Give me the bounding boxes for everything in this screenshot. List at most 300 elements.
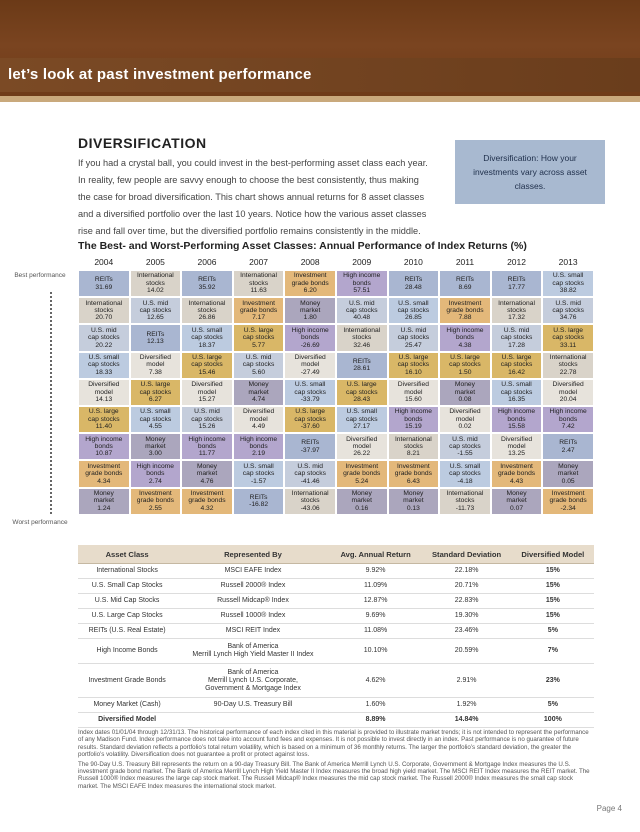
performance-cell (542, 433, 594, 460)
table-cell: 5% (512, 698, 594, 713)
asset-class-name: U.S. small cap stocks (242, 462, 275, 478)
performance-cell (542, 460, 594, 487)
return-value: -41.46 (300, 477, 320, 485)
performance-cell (78, 433, 130, 460)
asset-class-name: High income bonds (136, 462, 174, 478)
return-value: 25.47 (404, 341, 422, 349)
asset-class-name: International stocks (240, 272, 277, 287)
asset-class-name: Investment grade bonds (497, 462, 536, 478)
table-cell: Money Market (Cash) (78, 698, 176, 713)
callout-text: Diversification: How your investments vary across asset classes. (473, 153, 587, 191)
asset-class-name: REITs (456, 276, 474, 284)
asset-class-name: U.S. large cap stocks (500, 354, 533, 369)
return-value: 3.00 (148, 450, 162, 458)
performance-cell (284, 488, 336, 515)
table-body (78, 564, 594, 728)
table-cell: 8.89% (330, 713, 422, 728)
asset-class-name: REITs (94, 276, 113, 284)
performance-cell (284, 270, 336, 297)
return-value: 18.33 (95, 368, 113, 376)
performance-cell (439, 352, 491, 379)
return-value: 4.38 (458, 341, 472, 349)
table-cell: 1.92% (421, 698, 511, 713)
return-value: 20.04 (559, 396, 577, 404)
asset-class-name: International stocks (549, 354, 587, 369)
table-cell: 12.87% (330, 594, 422, 609)
asset-class-name: U.S. mid cap stocks (500, 326, 533, 342)
table-cell: Russell 2000® Index (176, 579, 330, 594)
asset-class-name: Money market (351, 489, 372, 505)
performance-cell (284, 297, 336, 324)
performance-cell (491, 379, 543, 406)
table-cell: 11.08% (330, 624, 422, 639)
return-value: -37.60 (300, 423, 320, 431)
performance-cell (78, 406, 130, 433)
asset-class-name: U.S. large cap stocks (88, 408, 120, 423)
return-value: -27.49 (300, 368, 320, 376)
asset-class-name: U.S. mid cap stocks (397, 326, 430, 342)
asset-class-name: Money market (145, 435, 166, 451)
performance-cell (181, 406, 233, 433)
return-value: 40.48 (353, 314, 371, 322)
return-value: -11.73 (455, 504, 475, 512)
return-value: 15.60 (404, 396, 422, 404)
return-value: 20.22 (95, 341, 113, 349)
performance-cell (78, 379, 130, 406)
return-value: 38.82 (559, 287, 577, 295)
asset-class-name: REITs (559, 439, 578, 447)
table-cell: 20.59% (421, 639, 511, 664)
performance-cell (284, 433, 336, 460)
return-value: 17.77 (508, 283, 525, 291)
return-value: 4.32 (200, 504, 214, 512)
worst-performance-label: Worst performance (12, 519, 68, 526)
return-value: 15.26 (198, 423, 216, 431)
performance-cell (542, 324, 594, 351)
table-row (78, 713, 594, 728)
footnote-paragraph: Index dates 01/01/04 through 12/31/13. The historical performance of each index cited in this material is provided to illustrate market trends; it is not intended to represent the performance of any Madison Fund. Index performance does not take into account fund fees and expenses. It is not possible to invest directly in an index. Past performance is no guarantee of future results. Standard deviation reflects a portfolio’s total return volatility, which is based on a minimum of 36 monthly returns. The larger the portfolio’s standard deviation, the greater the portfolio’s volatility. Diversification does not guarantee a profit or protect against loss. (78, 729, 589, 759)
table-cell: 4.62% (330, 664, 422, 698)
return-value: 0.16 (355, 504, 369, 512)
year-label: 2010 (403, 257, 423, 267)
table-cell: 22.18% (421, 564, 511, 579)
performance-cell (233, 460, 285, 487)
return-value: 11.40 (95, 423, 112, 431)
performance-cell (284, 406, 336, 433)
return-value: 2.19 (252, 450, 266, 458)
return-value: 6.27 (148, 396, 162, 404)
return-value: 16.10 (404, 368, 422, 376)
table-cell: 23.46% (421, 624, 511, 639)
table-cell: Russell Midcap® Index (176, 594, 330, 609)
return-value: 4.43 (510, 477, 524, 485)
asset-class-name: U.S. small cap stocks (88, 354, 120, 369)
return-value: 4.74 (252, 396, 266, 404)
return-value: -43.06 (300, 504, 320, 512)
page-header (0, 0, 640, 100)
return-value: 18.37 (198, 341, 216, 349)
return-value: 26.22 (353, 450, 371, 458)
asset-class-name: U.S. small cap stocks (500, 381, 533, 396)
performance-cell (233, 406, 285, 433)
table-cell: U.S. Large Cap Stocks (78, 609, 176, 624)
asset-class-name: Investment grade bonds (136, 489, 174, 505)
asset-class-name: High income bonds (446, 326, 484, 342)
performance-cell (336, 324, 388, 351)
asset-class-name: U.S. large cap stocks (397, 354, 430, 369)
performance-cell (78, 297, 130, 324)
section-title: DIVERSIFICATION (78, 135, 207, 151)
performance-cell (130, 352, 182, 379)
table-cell: U.S. Small Cap Stocks (78, 579, 176, 594)
performance-cell (491, 460, 543, 487)
year-label: 2012 (507, 257, 526, 267)
return-value: 6.43 (406, 477, 420, 485)
return-value: 13.25 (508, 450, 525, 458)
performance-cell (284, 460, 336, 487)
performance-cell (284, 379, 336, 406)
performance-cell (284, 324, 336, 351)
asset-class-name: International stocks (291, 489, 329, 505)
chart-title: The Best- and Worst-Performing Asset Classes: Annual Performance of Index Returns (%) (78, 240, 527, 252)
table-cell: 19.30% (421, 609, 511, 624)
asset-class-name: Investment grade bonds (394, 462, 432, 478)
performance-cell (233, 433, 285, 460)
performance-cell (181, 297, 233, 324)
return-value: 4.76 (200, 477, 214, 485)
performance-cell (542, 379, 594, 406)
return-value: 15.19 (404, 423, 422, 431)
performance-cell (491, 352, 543, 379)
year-header-row (78, 257, 594, 270)
asset-class-name: Diversified model (294, 354, 326, 369)
performance-cell (130, 433, 182, 460)
callout-box (455, 140, 605, 204)
performance-cell (78, 324, 130, 351)
asset-class-name: Diversified model (500, 435, 533, 451)
asset-class-name: High income bonds (497, 408, 536, 423)
asset-class-table (78, 545, 594, 728)
performance-cell (388, 406, 440, 433)
performance-grid (78, 270, 594, 542)
column-header: Avg. Annual Return (330, 545, 422, 564)
table-cell: 10.10% (330, 639, 422, 664)
asset-class-name: U.S. large cap stocks (191, 354, 223, 369)
table-row (78, 594, 594, 609)
return-value: -16.82 (249, 501, 269, 509)
asset-class-name: REITs (507, 276, 526, 284)
table-row (78, 564, 594, 579)
year-label: 2013 (558, 257, 578, 267)
asset-class-name: Investment grade bonds (239, 299, 278, 315)
asset-class-name: International stocks (446, 489, 484, 505)
return-value: 6.20 (303, 287, 317, 295)
asset-class-name: High income bonds (85, 435, 123, 451)
table-cell: 90-Day U.S. Treasury Bill (176, 698, 330, 713)
table-cell: MSCI EAFE Index (176, 564, 330, 579)
table-cell: 20.71% (421, 579, 511, 594)
asset-class-name: U.S. mid cap stocks (88, 326, 120, 342)
table-row (78, 579, 594, 594)
return-value: -37.97 (300, 446, 320, 454)
performance-cell (130, 379, 182, 406)
return-value: 11.77 (198, 450, 216, 458)
performance-cell (542, 406, 594, 433)
performance-cell (130, 270, 182, 297)
return-value: 11.63 (250, 287, 267, 295)
table-cell: 2.91% (421, 664, 511, 698)
table-cell (176, 713, 330, 728)
table-cell: 5% (512, 624, 594, 639)
return-value: 33.11 (560, 341, 577, 349)
return-value: 12.13 (147, 337, 164, 345)
asset-class-name: High income bonds (549, 408, 587, 423)
performance-cell (233, 488, 285, 515)
asset-class-name: REITs (352, 357, 371, 365)
asset-class-name: REITs (198, 276, 216, 284)
table-cell: REITs (U.S. Real Estate) (78, 624, 176, 639)
performance-cell (542, 352, 594, 379)
asset-class-name: Money market (506, 489, 527, 505)
asset-class-name: High income bonds (188, 435, 226, 451)
asset-class-name: U.S. large cap stocks (345, 381, 378, 396)
table-header-row (78, 545, 594, 564)
table-cell: 9.92% (330, 564, 422, 579)
performance-cell (542, 270, 594, 297)
return-value: -33.79 (300, 396, 320, 404)
performance-cell (542, 297, 594, 324)
performance-cell (336, 297, 388, 324)
asset-class-name: Investment grade bonds (291, 272, 329, 287)
table-cell: 11.09% (330, 579, 422, 594)
asset-class-name: International stocks (85, 299, 123, 315)
performance-cell (78, 270, 130, 297)
table-cell: 15% (512, 594, 594, 609)
performance-cell (388, 488, 440, 515)
performance-cell (284, 352, 336, 379)
performance-cell (233, 270, 285, 297)
performance-cell (388, 460, 440, 487)
return-value: 7.88 (458, 314, 472, 322)
return-value: 0.02 (458, 423, 472, 431)
asset-class-name: U.S. mid cap stocks (191, 408, 223, 423)
performance-cell (388, 324, 440, 351)
performance-cell (439, 270, 491, 297)
table-row (78, 639, 594, 664)
asset-class-name: International stocks (343, 326, 381, 342)
table-row (78, 698, 594, 713)
asset-class-name: International stocks (394, 435, 432, 451)
asset-class-name: U.S. small cap stocks (139, 408, 172, 423)
return-value: 14.13 (95, 396, 113, 404)
return-value: 35.92 (198, 283, 216, 291)
table-cell: Investment Grade Bonds (78, 664, 176, 698)
year-label: 2005 (145, 257, 165, 267)
asset-class-name: Money market (196, 462, 218, 478)
return-value: 28.48 (404, 283, 422, 291)
return-value: 17.28 (508, 341, 525, 349)
performance-cell (130, 324, 182, 351)
asset-class-name: International stocks (136, 272, 174, 287)
performance-cell (233, 324, 285, 351)
return-value: -4.18 (457, 477, 473, 485)
table-row (78, 609, 594, 624)
asset-class-name: U.S. mid cap stocks (242, 354, 275, 369)
performance-cell (78, 488, 130, 515)
asset-class-name: Diversified model (139, 354, 171, 369)
return-value: 31.69 (95, 283, 113, 291)
performance-cell (439, 379, 491, 406)
table-cell: 15% (512, 564, 594, 579)
asset-class-name: U.S. small cap stocks (449, 462, 481, 478)
table-row (78, 664, 594, 698)
performance-cell (439, 433, 491, 460)
table-cell: Russell 1000® Index (176, 609, 330, 624)
performance-cell (336, 433, 388, 460)
year-label: 2009 (352, 257, 372, 267)
return-value: 32.46 (353, 341, 371, 349)
return-value: 1.80 (303, 314, 317, 322)
performance-cell (491, 433, 543, 460)
performance-cell (130, 406, 182, 433)
footnote-paragraph: The 90-Day U.S. Treasury Bill represents the return on a 90-day Treasury Bill. The Bank of America Merrill Lynch U.S. Corporate, Government & Mortgage Index measures the U.S. investment grade bond market. The Bank of America Merrill Lynch High Yield Master II Index measures the broad high yield market. The MSCI REIT Index measures the REIT market. The Russell 1000® Index measures the large cap stock market. The Russell Midcap® Index measures the mid cap stock market. The Russell 2000® Index measures the small cap stock market. The MSCI EAFE Index measures the international stock market. (78, 760, 590, 790)
return-value: 8.21 (406, 450, 420, 458)
column-header: Represented By (176, 545, 330, 564)
performance-cell (336, 460, 388, 487)
asset-class-name: Diversified model (449, 408, 481, 423)
asset-class-name: International stocks (498, 299, 535, 315)
performance-cell (439, 406, 491, 433)
asset-class-name: High income bonds (394, 408, 432, 423)
asset-class-name: U.S. small cap stocks (294, 381, 326, 396)
table-cell: High Income Bonds (78, 639, 176, 664)
asset-class-name: U.S. large cap stocks (552, 326, 584, 342)
asset-class-name: High income bonds (343, 272, 381, 287)
table-cell: 7% (512, 639, 594, 664)
return-value: 14.02 (147, 287, 164, 295)
return-value: 15.46 (198, 368, 216, 376)
return-value: 7.38 (148, 368, 162, 376)
performance-cell (233, 297, 285, 324)
return-value: 4.55 (148, 423, 162, 431)
performance-cell (491, 488, 543, 515)
return-value: 57.51 (353, 287, 371, 295)
asset-class-name: High income bonds (239, 435, 278, 451)
performance-cell (439, 488, 491, 515)
return-value: 5.24 (355, 477, 369, 485)
return-value: 34.76 (559, 314, 577, 322)
performance-cell (233, 379, 285, 406)
return-value: 4.49 (252, 423, 266, 431)
return-value: 28.61 (353, 365, 371, 373)
asset-class-name: REITs (404, 276, 423, 284)
asset-class-name: Diversified model (242, 408, 275, 423)
asset-class-name: Diversified model (397, 381, 429, 396)
return-value: 4.34 (97, 477, 111, 485)
return-value: 1.24 (97, 504, 111, 512)
header-title: let’s look at past investment performance (8, 66, 312, 83)
year-label: 2004 (94, 257, 114, 267)
performance-cell (388, 352, 440, 379)
performance-cell (439, 460, 491, 487)
return-value: 2.74 (148, 477, 162, 485)
asset-class-name: REITs (301, 439, 320, 447)
performance-cell (181, 460, 233, 487)
table-cell: MSCI REIT Index (176, 624, 330, 639)
return-value: 16.35 (508, 396, 525, 404)
asset-class-name: Investment grade bonds (343, 462, 381, 478)
performance-cell (78, 460, 130, 487)
return-value: 0.13 (406, 504, 420, 512)
best-performance-label: Best performance (14, 272, 66, 279)
table-cell: 14.84% (421, 713, 511, 728)
performance-cell (130, 297, 182, 324)
column-header: Diversified Model (512, 545, 594, 564)
return-value: -1.55 (457, 450, 473, 458)
asset-class-name: Money market (299, 299, 321, 315)
table-cell: U.S. Mid Cap Stocks (78, 594, 176, 609)
asset-class-name: Diversified model (346, 435, 378, 451)
return-value: 0.05 (561, 477, 575, 485)
return-value: 7.17 (252, 314, 266, 322)
performance-cell (336, 352, 388, 379)
performance-cell (181, 379, 233, 406)
performance-cell (491, 324, 543, 351)
return-value: 12.65 (147, 314, 164, 322)
asset-class-name: U.S. small cap stocks (552, 272, 584, 287)
performance-cell (336, 488, 388, 515)
performance-cell (336, 270, 388, 297)
asset-class-name: U.S. small cap stocks (345, 408, 378, 423)
performance-cell (130, 460, 182, 487)
asset-class-name: U.S. large cap stocks (242, 326, 275, 342)
asset-class-name: Diversified model (552, 381, 584, 396)
table-cell: 22.83% (421, 594, 511, 609)
return-value: 0.07 (510, 504, 524, 512)
asset-class-name: U.S. large cap stocks (449, 354, 481, 369)
asset-class-name: U.S. large cap stocks (139, 381, 172, 396)
table-cell: 9.69% (330, 609, 422, 624)
performance-cell (181, 270, 233, 297)
return-value: 5.60 (252, 368, 266, 376)
return-value: 1.50 (458, 368, 472, 376)
performance-cell (78, 352, 130, 379)
performance-cell (181, 433, 233, 460)
asset-class-name: U.S. small cap stocks (397, 299, 430, 315)
asset-class-name: REITs (146, 330, 165, 338)
return-value: 20.70 (95, 314, 113, 322)
table-cell: Diversified Model (78, 713, 176, 728)
performance-cell (491, 406, 543, 433)
table-cell: 23% (512, 664, 594, 698)
table-cell: Bank of America Merrill Lynch U.S. Corporate, Government & Mortgage Index (176, 664, 330, 698)
year-label: 2008 (300, 257, 320, 267)
performance-cell (130, 488, 182, 515)
performance-cell (542, 488, 594, 515)
asset-class-name: U.S. mid cap stocks (449, 435, 481, 451)
asset-class-name: Investment grade bonds (85, 462, 123, 478)
intro-paragraph: If you had a crystal ball, you could invest in the best-performing asset class each year. In reality, few people are savvy enough to choose the best consistently, thus making the case for broad diversification. This chart shows annual returns for 8 asset classes and a diversified portfolio over the last 10 years. Notice how the various asset classes rise and fall over time, but the diversified portfolio remains consistently in the middle. (78, 158, 428, 236)
return-value: 5.77 (252, 341, 266, 349)
performance-cell (336, 379, 388, 406)
performance-cell (388, 433, 440, 460)
header-stripe (0, 96, 640, 102)
asset-class-name: U.S. mid cap stocks (552, 299, 584, 315)
return-value: 15.58 (508, 423, 525, 431)
performance-cell (388, 297, 440, 324)
asset-class-name: Money market (403, 489, 424, 505)
asset-class-name: U.S. mid cap stocks (294, 462, 326, 478)
